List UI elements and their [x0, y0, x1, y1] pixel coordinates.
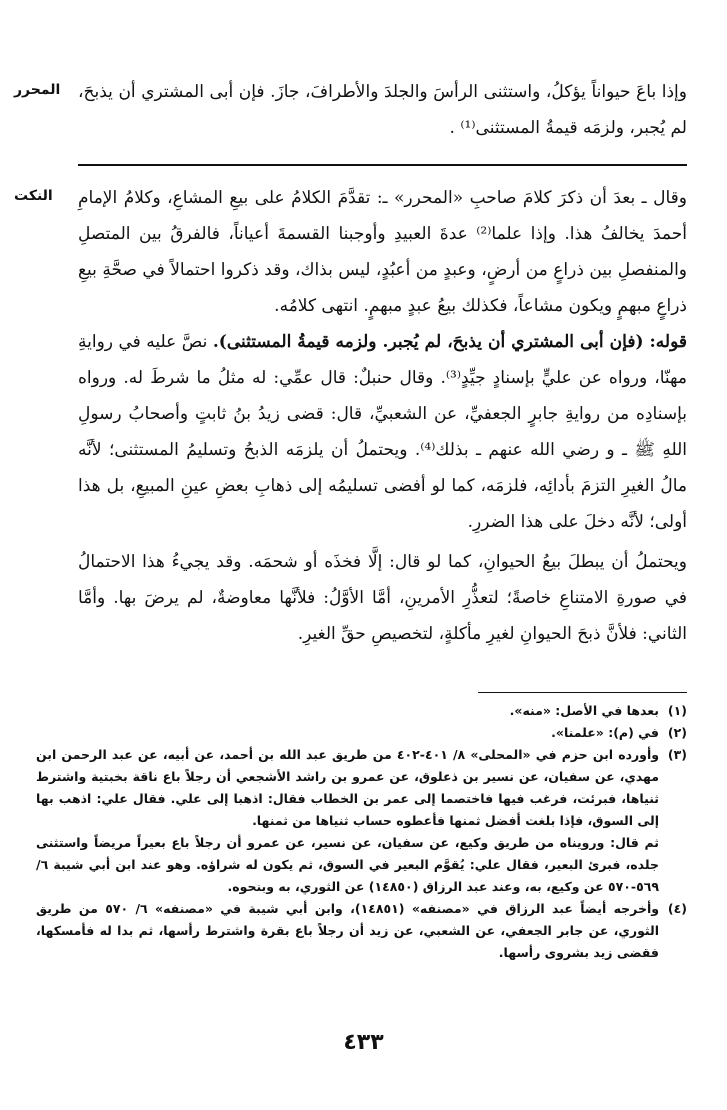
footnote-text: بعدها في الأصل: «منه».	[509, 703, 659, 718]
footnote-number: (٣)	[667, 747, 687, 762]
footnote-text: وأخرجه أيضاً عبد الرزاق في «مصنفه» (١٤٨٥١)، وابن أبي شيبة في «مصنفه» ٦/ ٥٧٠ من طريق الثوري، عن جابر الجعفي، عن الشعبي، عن زيد أن رجلاً باع بقرة واشترط رأسها، ثم بدا له فأمسكها، فقضى زيد بشروى رأسها.	[36, 901, 660, 960]
nukat-paragraph-1: وقال ـ بعدَ أن ذكرَ كلامَ صاحبِ «المحرر» ـ: تقدَّمَ الكلامُ على بيعِ المشاعِ، وكلامُ الإمامِ أحمدَ يخالفُ هذا. وإذا علما⁽²⁾ عدةَ العبيدِ وأوجبنا القسمةَ أعياناً، فالفرقُ بين المتصلِ والمنفصلِ بين ذراعٍ من أرضٍ، وعبدٍ من أعبُدٍ، ليس بذاك، وقد ذكروا احتمالاً في صحَّةِ بيعِ ذراعٍ مبهمٍ ويكون مشاعاً، فكذلك بيعُ عبدٍ مبهمٍ. انتهى كلامُه.	[78, 188, 687, 316]
footnote-1	[36, 700, 687, 722]
footnote-text: وأورده ابن حزم في «المحلى» ٨/ ٤٠١-٤٠٢ من طريق عبد الله بن أحمد، عن أبيه، عن عبد الرحمن ابن مهدي، عن سفيان، عن نسير بن ذعلوق، عن عمرو بن راشد الأشجعي أن رجلاً باع ناقة بخبتية واشترط ثنياها، فبرئت، فرغب فيها فاختصما إلى عمر بن الخطاب فقال: اذهبا إلى علي. فقال علي: اذهب بها إلى السوق، فإذا بلغت أفضل ثمنها فأعطوه حساب ثنياها من ثمنها.	[36, 747, 660, 828]
footnote-number: (٤)	[667, 901, 687, 916]
nukat-paragraph-2	[78, 324, 687, 540]
footnote-3	[36, 744, 687, 832]
nukat-text	[78, 180, 687, 652]
footnote-separator	[478, 692, 687, 693]
page-number: ٤٣٣	[343, 1030, 384, 1055]
footnote-4	[36, 898, 687, 964]
nukat-paragraph-3: ويحتملُ أن يبطلَ بيعُ الحيوانِ، كما لو قال: إلَّا فخذَه أو شحمَه. وقد يجيءُ هذا الاحتمالُ في صورةِ الامتناعِ خاصةً؛ لتعذُّرِ الأمرينِ، أمَّا الأوَّلُ: فلأنَّها معاوضةٌ، لم يرضَ بها. وأمَّا الثاني: فلأنَّ ذبحَ الحيوانِ لغيرِ مأكلةٍ، لتخصيصِ حقِّ الغيرِ.	[78, 552, 687, 644]
label-muharrar: المحرر	[14, 82, 61, 98]
footnotes	[36, 700, 687, 964]
muharrar-text	[78, 74, 687, 146]
footnote-number: (٢)	[667, 725, 687, 740]
footnote-number: (١)	[667, 703, 687, 718]
footnote-text: في (م): «علمنا».	[551, 725, 659, 740]
muharrar-paragraph: وإذا باعَ حيواناً يؤكلُ، واستثنى الرأسَ والجلدَ والأطرافَ، جازَ. فإن أبى المشتري أن يذبحَ، لم يُجبر، ولزمَه قيمةُ المستثنى⁽¹⁾ .	[78, 82, 687, 138]
label-nukat: النكت	[14, 188, 53, 204]
nukat-paragraph-2-body: نصَّ عليه في روايةِ مهنّا، ورواه عن عليٍّ بإسنادٍ جيِّدٍ⁽³⁾. وقال حنبلٌ: قال عمِّي: له مثلُ ما شرطَ له. ورواه بإسنادِه من روايةِ جابرٍ الجعفيِّ، عن الشعبيِّ، قال: قضى زيدُ بنُ ثابتٍ وأصحابُ رسولِ اللهِ ﷺ ـ و رضي الله عنهم ـ بذلك⁽⁴⁾. ويحتملُ أن يلزمَه الذبحُ وتسليمُ المستثنى؛ لأنَّه مالُ الغيرِ التزمَ بأدائِه، فلزمَه، كما لو أفضى تسليمُه إلى ذهابِ بعضِ عينِ المبيعِ، بل هذا أولى؛ لأنَّه دخلَ على هذا الضررِ.	[78, 332, 687, 532]
footnote-2	[36, 722, 687, 744]
quoted-lemma: قوله: (فإن أبى المشتري أن يذبحَ، لم يُجبر. ولزمه قيمةُ المستثنى).	[212, 332, 687, 352]
footnote-3-continued	[36, 832, 687, 898]
footnote-text: ثم قال: ورويناه من طريق وكيع، عن سفيان، عن نسير، عن عمرو أن رجلاً باع بعيراً مريضاً واستثنى جلده، فبرئ البعير، فقال علي: يُقوَّم البعير في السوق، ثم يكون له شراؤه. وهو عند ابن أبي شيبة ٦/ ٥٦٩-٥٧٠ عن وكيع، به، وعند عبد الرزاق (١٤٨٥٠) عن الثوري، به وبنحوه.	[36, 835, 659, 894]
section-divider	[78, 164, 687, 166]
